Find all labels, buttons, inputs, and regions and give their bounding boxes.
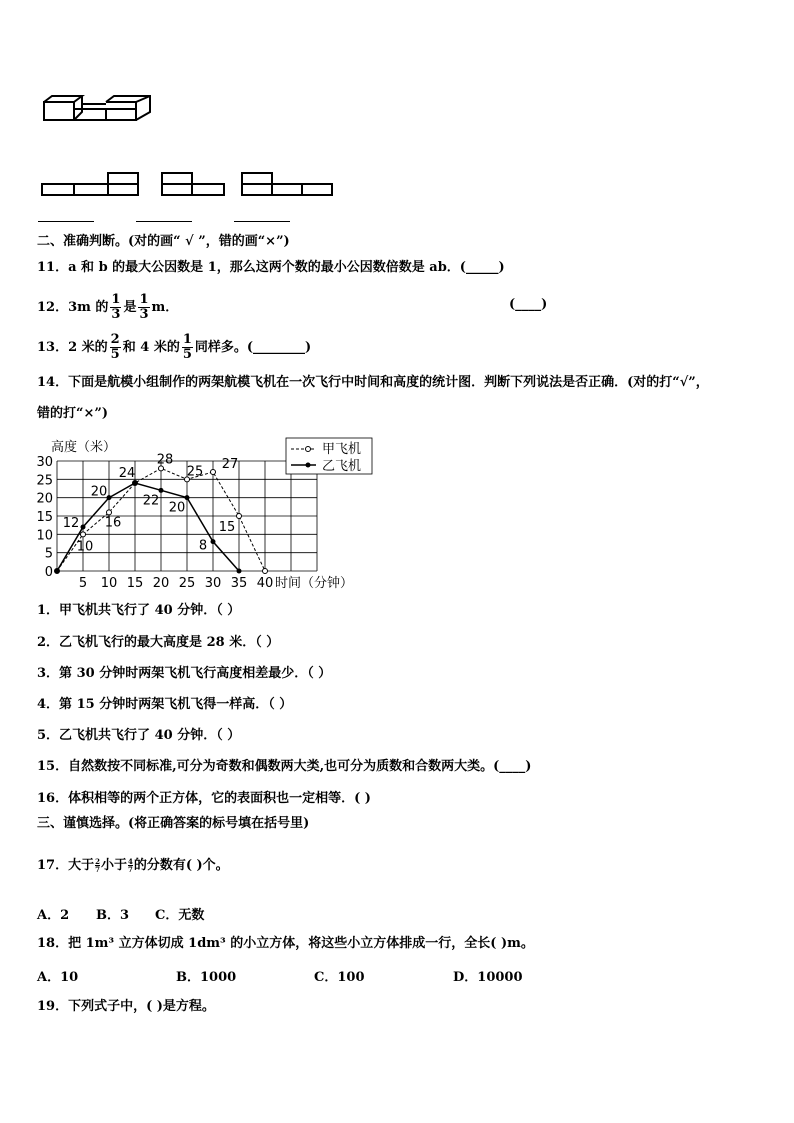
- statement-2: 2．乙飞机飞行的最大高度是 28 米．（ ）: [37, 635, 280, 650]
- q17-mid: 小于: [100, 858, 127, 873]
- y-tick-label: 5: [44, 546, 53, 562]
- question-16: 16．体积相等的两个正方体，它的表面积也一定相等．( ): [37, 791, 371, 806]
- q17-suffix: 的分数有( )个。: [133, 858, 229, 873]
- data-label-yi: 20: [90, 484, 108, 500]
- question-11: 11．a 和 b 的最大公因数是 1，那么这两个数的最小公因数倍数是 ab．(_____): [37, 260, 505, 275]
- q17-option-c[interactable]: C．无数: [155, 908, 205, 923]
- fraction-one-fifth: $\frac{1}{5}$: [182, 332, 192, 362]
- answer-blank-1[interactable]: [38, 209, 94, 222]
- q13-prefix: 13．2 米的: [37, 340, 108, 355]
- x-tick-label: 35: [230, 576, 248, 590]
- q13-suffix: 同样多。(________): [194, 340, 312, 355]
- y-tick-label: 10: [36, 528, 53, 544]
- section3-heading: 三、谨慎选择。(将正确答案的标号填在括号里): [37, 816, 310, 831]
- data-point-yi: [185, 495, 190, 500]
- data-point-yi: [133, 481, 138, 486]
- data-label-jia: 16: [104, 515, 122, 531]
- q12-prefix: 12．3m 的: [37, 300, 109, 315]
- data-label-jia: 15: [218, 520, 236, 535]
- x-tick-label: 30: [204, 576, 222, 590]
- data-label-jia: 27: [221, 457, 239, 472]
- answer-blank-2[interactable]: [136, 209, 192, 222]
- question-14-line2: 错的打“×”): [37, 406, 108, 421]
- x-tick-label: 5: [78, 576, 88, 590]
- data-label-yi: 8: [198, 538, 208, 554]
- data-point-jia: [81, 532, 86, 537]
- fraction-one-third-b: $\frac{1}{3}$: [139, 292, 149, 322]
- data-point-jia: [237, 514, 242, 519]
- fraction-two-sevenths: $\frac{2}{7}$: [95, 857, 100, 874]
- data-point-yi: [211, 539, 216, 544]
- y-tick-label: 30: [36, 455, 53, 470]
- flight-altitude-chart: [32, 434, 382, 590]
- q18-option-b[interactable]: B．1000: [176, 970, 237, 985]
- data-label-jia: 28: [156, 452, 174, 468]
- data-label-jia: 10: [76, 539, 94, 555]
- y-tick-label: 15: [36, 510, 53, 525]
- statement-3: 3．第 30 分钟时两架飞机飞行高度相差最少．（ ）: [37, 666, 332, 681]
- fraction-four-sevenths: $\frac{4}{7}$: [127, 857, 133, 874]
- legend-marker-yi: [306, 463, 311, 468]
- question-12: [37, 293, 178, 322]
- data-label-yi: 22: [142, 493, 160, 509]
- y-axis-label: 高度（米）: [51, 440, 117, 455]
- question-18: 18．把 1m³ 立方体切成 1dm³ 的小立方体，将这些小立方体排成一行，全长( )m。: [37, 936, 534, 951]
- data-point-yi: [159, 488, 164, 493]
- question-13: [37, 333, 311, 362]
- statement-4: 4．第 15 分钟时两架飞机飞得一样高．（ ）: [37, 697, 293, 712]
- q18-option-a[interactable]: A．10: [37, 970, 79, 985]
- legend-marker-jia: [306, 447, 311, 452]
- y-tick-label: 25: [36, 473, 53, 489]
- x-tick-label: 40: [256, 576, 274, 590]
- x-tick-label: 15: [126, 576, 144, 590]
- q12-suffix: m．: [151, 300, 179, 315]
- legend-label-yi: 乙飞机: [322, 459, 362, 474]
- legend-label-jia: 甲飞机: [322, 442, 362, 457]
- data-point-jia: [107, 510, 112, 515]
- data-label-yi: 20: [168, 500, 186, 516]
- view-figure-2: [160, 170, 228, 198]
- fraction-one-third-a: $\frac{1}{3}$: [111, 292, 121, 322]
- statement-5: 5．乙飞机共飞行了 40 分钟．（ ）: [37, 728, 241, 743]
- data-label-jia: 24: [118, 466, 136, 481]
- answer-blank-3[interactable]: [234, 209, 290, 222]
- section2-heading: 二、准确判断。(对的画“ √ ”，错的画“×”): [37, 234, 290, 249]
- q12-answer-blank[interactable]: (____): [509, 297, 548, 312]
- x-tick-label: 10: [100, 576, 118, 590]
- q18-option-d[interactable]: D．10000: [453, 970, 523, 985]
- data-label-jia: 25: [186, 464, 204, 480]
- view-figure-3: [240, 170, 336, 198]
- data-point-yi: [237, 569, 242, 574]
- q12-mid: 是: [123, 300, 137, 315]
- view-figure-1: [40, 170, 142, 198]
- data-point-yi: [81, 525, 86, 530]
- fraction-two-fifths: $\frac{2}{5}$: [110, 332, 120, 362]
- x-axis-label: 时间（分钟）: [275, 576, 354, 590]
- data-point-jia: [211, 470, 216, 475]
- q17-prefix: 17．大于: [37, 858, 95, 873]
- cube-arrangement-figure: [40, 92, 160, 124]
- x-tick-label: 25: [178, 576, 196, 590]
- data-label-yi: 12: [62, 516, 80, 531]
- y-tick-label: 0: [44, 565, 53, 580]
- question-14-line1: 14．下面是航模小组制作的两架航模飞机在一次飞行中时间和高度的统计图．判断下列说法是否正确．(对的打“√”，: [37, 375, 709, 390]
- data-point-jia: [263, 569, 268, 574]
- q17-option-a[interactable]: A．2: [37, 908, 70, 923]
- q17-option-b[interactable]: B．3: [96, 908, 130, 923]
- question-17: [37, 857, 229, 875]
- statement-1: 1．甲飞机共飞行了 40 分钟．（ ）: [37, 603, 241, 618]
- x-tick-label: 20: [152, 576, 170, 590]
- y-tick-label: 20: [36, 491, 53, 507]
- question-19: 19．下列式子中，( )是方程。: [37, 999, 215, 1014]
- q13-mid: 和 4 米的: [122, 340, 180, 355]
- question-15: 15．自然数按不同标准,可分为奇数和偶数两大类,也可分为质数和合数两大类。(____): [37, 759, 532, 774]
- data-point-yi: [55, 569, 60, 574]
- q18-option-c[interactable]: C．100: [314, 970, 365, 985]
